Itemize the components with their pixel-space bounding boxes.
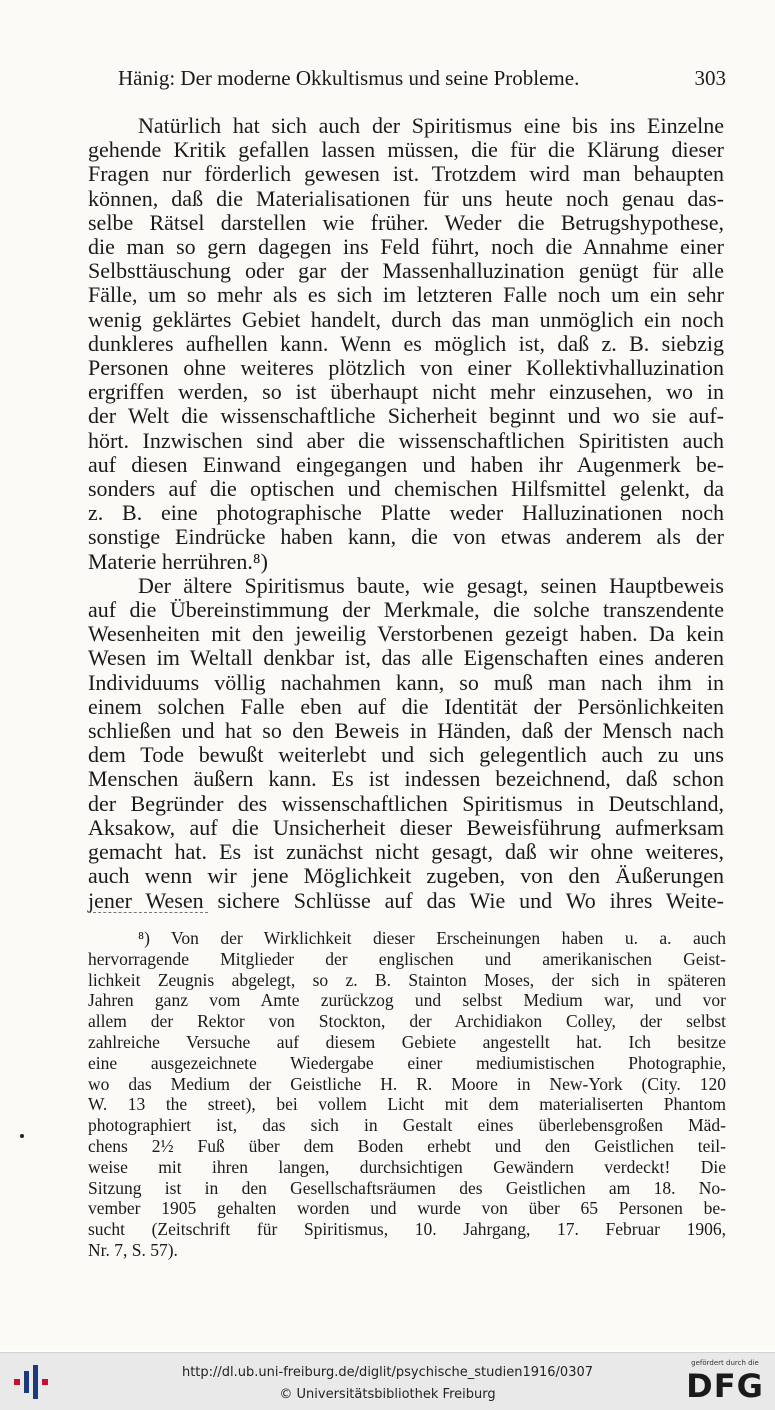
paragraph1-line: auf diesen Einwand eingegangen und haben ihr Augenmerk be- <box>88 451 724 477</box>
footnote-line: photographiert ist, das sich in Gestalt eines überlebensgroßen Mäd- <box>88 1115 726 1136</box>
footnote-line: lichkeit Zeugnis abgelegt, so z. B. Stainton Moses, der sich in späteren <box>88 969 726 990</box>
source-url[interactable]: http://dl.ub.uni-freiburg.de/diglit/psychische_studien1916/0307 <box>181 1365 594 1380</box>
paragraph1-line: gehende Kritik gefallen lassen müssen, die für die Klärung dieser <box>88 137 724 163</box>
paragraph2-line: auf die Übereinstimmung der Merkmale, die solche transzendente <box>88 597 724 623</box>
footnote-line: hervorragende Mitglieder der englischen und amerikanischen Geist- <box>88 948 726 969</box>
paragraph2-line: Aksakow, auf die Unsicherheit dieser Beweisführung aufmerksam <box>88 814 724 840</box>
paragraph1-line: sonstige Eindrücke haben kann, die von etwas anderem als der <box>88 524 724 550</box>
copyright-notice: © Universitätsbibliothek Freiburg <box>279 1387 496 1402</box>
paragraph1-line: wenig geklärtes Gebiet handelt, durch das man unmöglich ein noch <box>88 306 724 332</box>
paragraph2-line: Wesenheiten mit den jeweilig Verstorbenen gezeigt haben. Da kein <box>88 621 724 647</box>
paragraph1-line: sonders auf die optischen und chemischen Hilfsmittel gelenkt, da <box>88 476 724 502</box>
paragraph1-line: dunkleres aufhellen kann. Wenn es möglich ist, daß z. B. siebzig <box>88 330 724 356</box>
footnote-line: Sitzung ist in den Gesellschaftsräumen des Geistlichen am 18. No- <box>88 1177 726 1198</box>
footnote-line: weise mit ihren langen, durchsichtigen Gewändern verdeckt! Die <box>88 1156 726 1177</box>
paragraph2-line: Der ältere Spiritismus baute, wie gesagt, seinen Hauptbeweis <box>138 572 724 598</box>
paragraph2-line: schließen und hat so den Beweis in Händen, daß der Mensch nach <box>88 718 724 744</box>
paragraph1-line: ergriffen werden, so ist überhaupt nicht mehr einzusehen, wo in <box>88 379 724 405</box>
paragraph-1 <box>88 114 724 574</box>
footnote-line: chens 2½ Fuß über dem Boden erhebt und den Geistlichen teil- <box>88 1135 726 1156</box>
margin-mark <box>20 1134 24 1138</box>
paragraph1-line: hört. Inzwischen sind aber die wissenschaftlichen Spiritisten auch <box>88 427 724 453</box>
paragraph1-line: Fragen nur förderlich gewesen ist. Trotzdem wird man behaupten <box>88 161 724 187</box>
footnote-line: sucht (Zeitschrift für Spiritismus, 10. Jahrgang, 17. Februar 1906, <box>88 1219 726 1240</box>
page-number: 303 <box>694 66 726 90</box>
paragraph1-line: Natürlich hat sich auch der Spiritismus eine bis ins Einzelne <box>138 113 724 138</box>
paragraph2-line: jener Wesen sichere Schlüsse auf das Wie und Wo ihres Weite- <box>88 887 724 913</box>
paragraph1-line: selbe Rätsel darstellen wie früher. Weder die Betrugshypothese, <box>88 209 724 235</box>
paragraph1-line: Selbsttäuschung oder gar der Massenhalluzination genügt für alle <box>88 258 724 284</box>
paragraph1-line: Personen ohne weiteres plötzlich von einer Kollektivhalluzination <box>88 355 724 381</box>
dfg-caption: gefördert durch die <box>691 1359 759 1367</box>
viewer-footer <box>0 1352 775 1410</box>
paragraph2-line: gemacht hat. Es ist zunächst nicht gesagt, daß wir ohne weiteres, <box>88 839 724 865</box>
dfg-wordmark: DFG <box>686 1367 764 1405</box>
running-header <box>118 66 726 96</box>
paragraph1-line: Fälle, um so mehr als es sich im letzteren Falle noch um ein sehr <box>88 282 724 308</box>
footnote-line: W. 13 the street), bei vollem Licht mit dem materialiserten Phantom <box>88 1094 726 1115</box>
footnote-line: ⁸) Von der Wirklichkeit dieser Erscheinungen haben u. a. auch <box>138 928 726 948</box>
paragraph1-line: die man so gern dagegen ins Feld führt, noch die Annahme einer <box>88 234 724 260</box>
footnote-line: Jahren ganz vom Amte zurückzog und selbst Medium war, und vor <box>88 990 726 1011</box>
footnote-line: eine ausgezeichnete Wiedergabe einer mediumistischen Photographie, <box>88 1052 726 1073</box>
paragraph2-line: der Begründer des wissenschaftlichen Spiritismus in Deutschland, <box>88 790 724 816</box>
running-title: Hänig: Der moderne Okkultismus und seine Probleme. <box>118 66 580 90</box>
paragraph2-line: einem solchen Falle eben auf die Identität der Persönlichkeiten <box>88 693 724 719</box>
paragraph2-line: auch wenn wir jene Möglichkeit zugeben, von den Äußerungen <box>88 863 724 889</box>
paragraph-2 <box>88 574 724 913</box>
paragraph1-line: der Welt die wissenschaftliche Sicherheit beginnt und wo sie auf- <box>88 403 724 429</box>
body-text <box>88 114 724 913</box>
paragraph1-line: können, daß die Materialisationen für uns heute noch genau das- <box>88 185 724 211</box>
paragraph1-line: z. B. eine photographische Platte weder Halluzinationen noch <box>88 500 724 526</box>
paragraph2-line: Individuums völlig nachahmen kann, so muß man nach ihm in <box>88 669 724 695</box>
footnote <box>88 928 726 1261</box>
footnote-line: Nr. 7, S. 57). <box>88 1239 178 1260</box>
footnote-line: wo das Medium der Geistliche H. R. Moore in New-York (City. 120 <box>88 1073 726 1094</box>
footnote-line: zahlreiche Versuche auf diesem Gebiete angestellt hat. Ich besitze <box>88 1031 726 1052</box>
paragraph2-line: dem Tode bewußt weiterlebt und sich gelegentlich auch zu uns <box>88 742 724 768</box>
footnote-separator <box>88 912 208 913</box>
paragraph2-line: Wesen im Weltall denkbar ist, das alle Eigenschaften eines anderen <box>88 645 724 671</box>
footnote-line: allem der Rektor von Stockton, der Archidiakon Colley, der selbst <box>88 1011 726 1032</box>
paragraph2-line: Menschen äußern kann. Es ist indessen bezeichnend, daß schon <box>88 766 724 792</box>
paragraph1-line: Materie herrühren.⁸) <box>88 548 268 574</box>
footnote-line: vember 1905 gehalten worden und wurde von über 65 Personen be- <box>88 1198 726 1219</box>
dfg-logo <box>680 1357 770 1407</box>
